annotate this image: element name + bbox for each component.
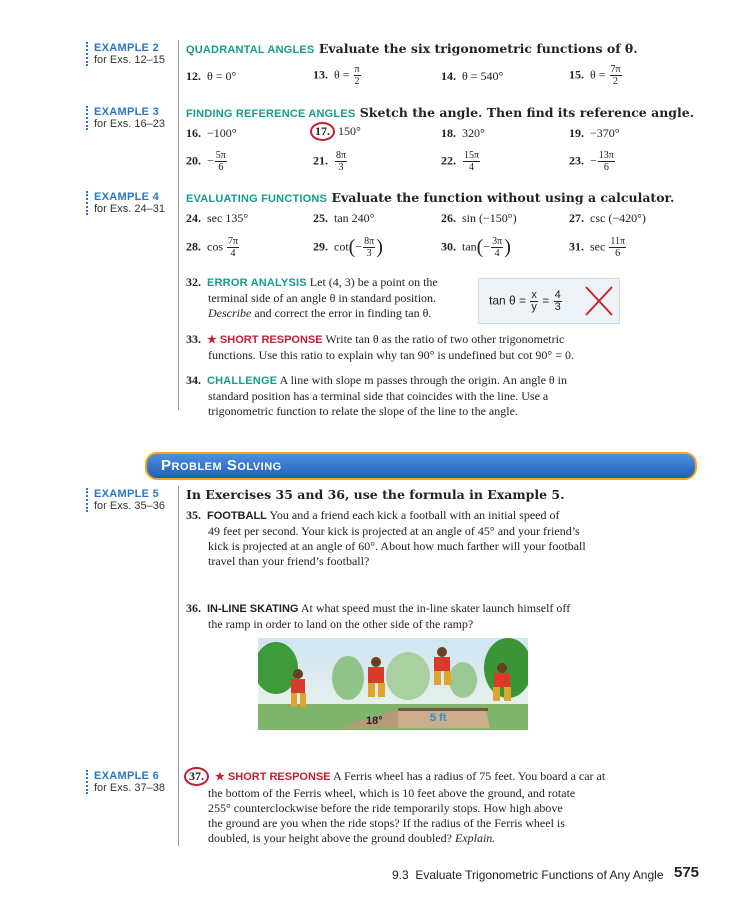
problem-34: 34. CHALLENGE A line with slope m passes through the origin. An angle θ in standard position has a terminal side that coincides with the line. Use a trigonometric function to relate the slope of the line to the angle. (186, 373, 567, 418)
circled-17: 17. (310, 122, 335, 141)
circled-37: 37. (184, 767, 209, 786)
example-6-box (86, 770, 180, 794)
item-31: 31. sec $\frac{11\pi}{6}$ (569, 236, 626, 259)
item-12: 12. θ = 0° (186, 69, 237, 83)
example-5-sub: for Exs. 35–36 (94, 500, 165, 512)
item-17: 17. 150° (310, 122, 361, 141)
left-rule-1 (178, 40, 179, 410)
item-16: 16. −100° (186, 126, 237, 140)
example-5-box (86, 488, 180, 512)
instr-ex3: Sketch the angle. Then find its reference angle. (359, 105, 695, 120)
item-21: 21. $\frac{8\pi}{3}$ (313, 150, 347, 173)
problem-37: 37. ★ SHORT RESPONSE A Ferris wheel has a radius of 75 feet. You board a car at the bottom of the Ferris wheel, which is 10 feet above the ground, and rotate 255° counterclockwise before the ride temporarily stops. How high above the ground are you when the ride stops? If the radius of the Ferris wheel is doubled, is your height above the ground doubled? Explain. (184, 767, 654, 846)
example-3-sub: for Exs. 16–23 (94, 118, 165, 130)
example-2-title: EXAMPLE 2 (94, 42, 160, 54)
instr-ex2: Evaluate the six trigonometric functions of θ. (318, 41, 638, 56)
problem-35: 35. FOOTBALL You and a friend each kick a football with an initial speed of 49 feet per second. Your kick is projected at an angle of 45° and your friend’s kick is projected at an angle of 60°. About how much farther will your football travel than your friend’s football? (186, 508, 586, 568)
item-14: 14. θ = 540° (441, 69, 504, 83)
error-work: tan θ = $\frac{x}{y}$ = $\frac{4}{3}$ (489, 289, 561, 313)
example-4-box (86, 191, 180, 215)
item-15: 15. θ = $\frac{7\pi}{2}$ (569, 64, 621, 87)
intro-ex5: In Exercises 35 and 36, use the formula in Example 5. (186, 487, 565, 502)
tree-mid-left (332, 656, 364, 700)
example-6-title: EXAMPLE 6 (94, 770, 160, 782)
problem-36: 36. IN-LINE SKATING At what speed must the in-line skater launch himself off the ramp in order to land on the other side of the ramp? (186, 601, 571, 631)
item-19: 19. −370° (569, 126, 620, 140)
item-13: 13. θ = $\frac{\pi}{2}$ (313, 64, 360, 87)
item-18: 18. 320° (441, 126, 485, 140)
example-3-title: EXAMPLE 3 (94, 106, 160, 118)
example-6-sub: for Exs. 37–38 (94, 782, 165, 794)
skating-illustration (258, 638, 528, 730)
example-4-sub: for Exs. 24–31 (94, 203, 165, 215)
distance-label: 5 ft (430, 712, 447, 724)
footer-section: 9.3 (392, 868, 409, 882)
tree-mid (386, 652, 430, 700)
item-29: 29. cot(− $\frac{8\pi}{3}$ ) (313, 236, 383, 259)
item-28: 28. cos $\frac{7\pi}{4}$ (186, 236, 239, 259)
banner-title: Problem Solving (161, 457, 282, 474)
item-24: 24. sec 135° (186, 211, 249, 225)
example-5-title: EXAMPLE 5 (94, 488, 160, 500)
item-23: 23. − $\frac{13\pi}{6}$ (569, 150, 614, 173)
item-25: 25. tan 240° (313, 211, 375, 225)
tree-mid-right (449, 662, 477, 698)
ramp-edge (398, 708, 488, 711)
error-box (478, 278, 620, 324)
item-30: 30. tan(− $\frac{3\pi}{4}$ ) (441, 236, 511, 259)
label-evaluating: EVALUATING FUNCTIONS (186, 193, 328, 205)
label-quadrantal: QUADRANTAL ANGLES (186, 44, 315, 56)
example-2-box (86, 42, 180, 66)
item-22: 22. $\frac{15\pi}{4}$ (441, 150, 480, 173)
error-x-icon (583, 284, 615, 318)
footer-title (392, 868, 664, 882)
problem-33: 33. ★ SHORT RESPONSE Write tan θ as the ratio of two other trigonometric functions. Use this ratio to explain why tan 90° is undefined but cot 90° = 0. (186, 332, 574, 362)
heading-ex2 (186, 41, 638, 56)
footer-chapter-title: Evaluate Trigonometric Functions of Any Angle (415, 868, 664, 882)
problem-32: 32. ERROR ANALYSIS Let (4, 3) be a point on the terminal side of an angle θ in standard position. Describe and correct the error in finding tan θ. (186, 275, 438, 320)
angle-label: 18° (366, 715, 383, 727)
instr-ex4: Evaluate the function without using a calculator. (331, 190, 675, 205)
label-reference: FINDING REFERENCE ANGLES (186, 108, 356, 120)
problem-solving-banner (145, 452, 697, 480)
item-20: 20. − $\frac{5\pi}{6}$ (186, 150, 226, 173)
example-4-title: EXAMPLE 4 (94, 191, 160, 203)
heading-ex4 (186, 190, 674, 205)
item-27: 27. csc (−420°) (569, 211, 646, 225)
heading-ex3 (186, 105, 694, 120)
example-3-box (86, 106, 180, 130)
page-number: 575 (674, 864, 700, 881)
item-26: 26. sin (−150°) (441, 211, 517, 225)
example-2-sub: for Exs. 12–15 (94, 54, 165, 66)
